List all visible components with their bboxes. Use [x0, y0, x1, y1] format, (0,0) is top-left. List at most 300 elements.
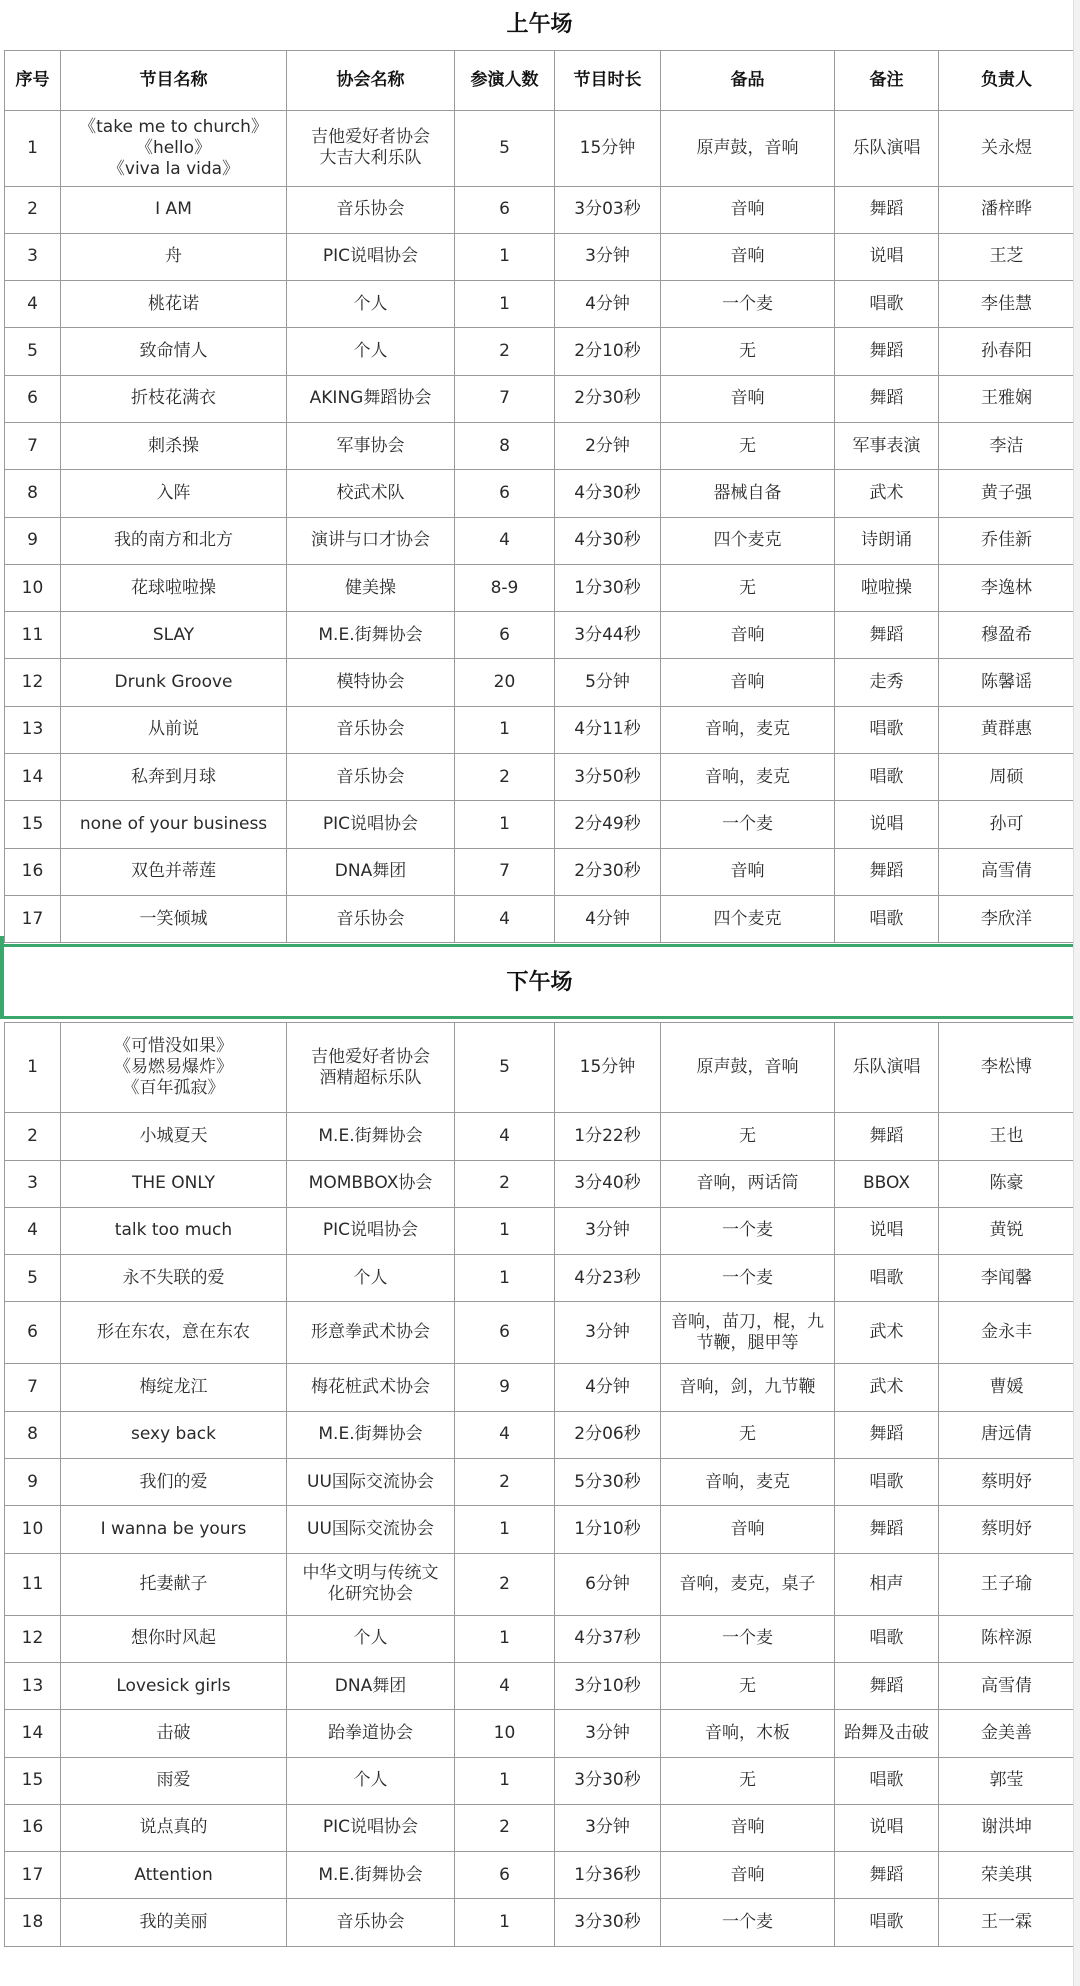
program-name-cell: THE ONLY	[61, 1160, 287, 1207]
program-name-cell: 从前说	[61, 706, 287, 753]
person-in-charge-cell: 李逸林	[939, 564, 1075, 611]
row-number-cell: 17	[5, 895, 61, 942]
duration-cell: 4分钟	[555, 895, 661, 942]
props-cell: 四个麦克	[661, 517, 835, 564]
table-row	[5, 1553, 1075, 1615]
association-name-cell: 音乐协会	[287, 1899, 455, 1946]
performer-count-cell: 1	[455, 1207, 555, 1254]
remark-cell: 唱歌	[835, 1757, 939, 1804]
association-name-cell: 中华文明与传统文 化研究协会	[287, 1553, 455, 1615]
table-row	[5, 233, 1075, 280]
program-table-body	[5, 0, 1075, 1946]
association-name-cell: PIC说唱协会	[287, 1207, 455, 1254]
duration-cell: 2分10秒	[555, 328, 661, 375]
table-row	[5, 422, 1075, 469]
remark-cell: 唱歌	[835, 1615, 939, 1662]
association-name-cell: 个人	[287, 1757, 455, 1804]
table-row	[5, 801, 1075, 848]
row-number-cell: 9	[5, 1459, 61, 1506]
row-number-cell: 12	[5, 659, 61, 706]
program-name-cell: Lovesick girls	[61, 1662, 287, 1709]
row-number-cell: 13	[5, 1662, 61, 1709]
remark-cell: 相声	[835, 1553, 939, 1615]
program-name-cell: 《可惜没如果》 《易燃易爆炸》 《百年孤寂》	[61, 1023, 287, 1113]
person-in-charge-cell: 黄群惠	[939, 706, 1075, 753]
row-number-cell: 18	[5, 1899, 61, 1946]
person-in-charge-cell: 荣美琪	[939, 1852, 1075, 1899]
column-header-row-number: 序号	[5, 50, 61, 110]
duration-cell: 4分11秒	[555, 706, 661, 753]
row-number-cell: 10	[5, 564, 61, 611]
person-in-charge-cell: 陈豪	[939, 1160, 1075, 1207]
program-sheet	[4, 0, 1074, 1947]
column-header-person-in-charge: 负责人	[939, 50, 1075, 110]
performer-count-cell: 1	[455, 1506, 555, 1553]
row-number-cell: 6	[5, 375, 61, 422]
duration-cell: 3分10秒	[555, 1662, 661, 1709]
duration-cell: 5分30秒	[555, 1459, 661, 1506]
column-header-remark: 备注	[835, 50, 939, 110]
duration-cell: 3分50秒	[555, 754, 661, 801]
props-cell: 无	[661, 1113, 835, 1160]
person-in-charge-cell: 唐远倩	[939, 1411, 1075, 1458]
association-name-cell: UU国际交流协会	[287, 1506, 455, 1553]
association-name-cell: UU国际交流协会	[287, 1459, 455, 1506]
performer-count-cell: 9	[455, 1364, 555, 1411]
association-name-cell: 音乐协会	[287, 895, 455, 942]
performer-count-cell: 6	[455, 1302, 555, 1364]
program-name-cell: I wanna be yours	[61, 1506, 287, 1553]
performer-count-cell: 6	[455, 1852, 555, 1899]
person-in-charge-cell: 乔佳新	[939, 517, 1075, 564]
row-number-cell: 10	[5, 1506, 61, 1553]
remark-cell: 说唱	[835, 1804, 939, 1851]
remark-cell: 舞蹈	[835, 375, 939, 422]
row-number-cell: 7	[5, 1364, 61, 1411]
performer-count-cell: 2	[455, 1459, 555, 1506]
remark-cell: 唱歌	[835, 754, 939, 801]
person-in-charge-cell: 谢洪坤	[939, 1804, 1075, 1851]
remark-cell: 舞蹈	[835, 612, 939, 659]
duration-cell: 3分钟	[555, 1710, 661, 1757]
props-cell: 音响	[661, 1852, 835, 1899]
row-number-cell: 9	[5, 517, 61, 564]
person-in-charge-cell: 黄锐	[939, 1207, 1075, 1254]
duration-cell: 4分钟	[555, 1364, 661, 1411]
row-number-cell: 13	[5, 706, 61, 753]
props-cell: 四个麦克	[661, 895, 835, 942]
row-number-cell: 7	[5, 422, 61, 469]
person-in-charge-cell: 王一霖	[939, 1899, 1075, 1946]
remark-cell: 啦啦操	[835, 564, 939, 611]
duration-cell: 1分22秒	[555, 1113, 661, 1160]
person-in-charge-cell: 陈梓源	[939, 1615, 1075, 1662]
table-row	[5, 328, 1075, 375]
association-name-cell: 军事协会	[287, 422, 455, 469]
person-in-charge-cell: 孙可	[939, 801, 1075, 848]
program-name-cell: SLAY	[61, 612, 287, 659]
props-cell: 音响	[661, 848, 835, 895]
program-name-cell: 托妻献子	[61, 1553, 287, 1615]
column-header-performer-count: 参演人数	[455, 50, 555, 110]
props-cell: 器械自备	[661, 470, 835, 517]
performer-count-cell: 6	[455, 612, 555, 659]
performer-count-cell: 1	[455, 801, 555, 848]
afternoon-title-row	[5, 943, 1075, 1023]
person-in-charge-cell: 穆盈希	[939, 612, 1075, 659]
table-row	[5, 1804, 1075, 1851]
duration-cell: 15分钟	[555, 1023, 661, 1113]
separator-left-marker	[0, 936, 4, 1016]
duration-cell: 3分40秒	[555, 1160, 661, 1207]
duration-cell: 2分30秒	[555, 375, 661, 422]
person-in-charge-cell: 高雪倩	[939, 1662, 1075, 1709]
props-cell: 一个麦	[661, 1207, 835, 1254]
duration-cell: 3分钟	[555, 233, 661, 280]
association-name-cell: 个人	[287, 1615, 455, 1662]
table-row	[5, 1615, 1075, 1662]
remark-cell: 说唱	[835, 1207, 939, 1254]
association-name-cell: PIC说唱协会	[287, 233, 455, 280]
props-cell: 音响，麦克	[661, 706, 835, 753]
performer-count-cell: 1	[455, 1899, 555, 1946]
association-name-cell: M.E.街舞协会	[287, 1852, 455, 1899]
row-number-cell: 5	[5, 1255, 61, 1302]
association-name-cell: MOMBBOX协会	[287, 1160, 455, 1207]
association-name-cell: 个人	[287, 328, 455, 375]
table-row	[5, 517, 1075, 564]
duration-cell: 3分30秒	[555, 1899, 661, 1946]
duration-cell: 2分钟	[555, 422, 661, 469]
person-in-charge-cell: 高雪倩	[939, 848, 1075, 895]
person-in-charge-cell: 王也	[939, 1113, 1075, 1160]
table-row	[5, 281, 1075, 328]
person-in-charge-cell: 郭莹	[939, 1757, 1075, 1804]
table-row	[5, 375, 1075, 422]
program-name-cell: Attention	[61, 1852, 287, 1899]
remark-cell: BBOX	[835, 1160, 939, 1207]
association-name-cell: M.E.街舞协会	[287, 612, 455, 659]
program-name-cell: 雨爱	[61, 1757, 287, 1804]
program-name-cell: 折枝花满衣	[61, 375, 287, 422]
duration-cell: 3分30秒	[555, 1757, 661, 1804]
row-number-cell: 16	[5, 1804, 61, 1851]
person-in-charge-cell: 金美善	[939, 1710, 1075, 1757]
table-row	[5, 470, 1075, 517]
duration-cell: 1分36秒	[555, 1852, 661, 1899]
afternoon-title: 下午场	[506, 970, 573, 996]
person-in-charge-cell: 黄子强	[939, 470, 1075, 517]
remark-cell: 军事表演	[835, 422, 939, 469]
duration-cell: 1分30秒	[555, 564, 661, 611]
remark-cell: 唱歌	[835, 706, 939, 753]
association-name-cell: M.E.街舞协会	[287, 1411, 455, 1458]
props-cell: 音响，木板	[661, 1710, 835, 1757]
duration-cell: 4分30秒	[555, 517, 661, 564]
props-cell: 音响	[661, 612, 835, 659]
remark-cell: 走秀	[835, 659, 939, 706]
program-name-cell: 说点真的	[61, 1804, 287, 1851]
performer-count-cell: 20	[455, 659, 555, 706]
remark-cell: 舞蹈	[835, 186, 939, 233]
person-in-charge-cell: 金永丰	[939, 1302, 1075, 1364]
person-in-charge-cell: 曹媛	[939, 1364, 1075, 1411]
duration-cell: 4分23秒	[555, 1255, 661, 1302]
props-cell: 音响	[661, 233, 835, 280]
table-row	[5, 612, 1075, 659]
remark-cell: 唱歌	[835, 895, 939, 942]
column-header-props: 备品	[661, 50, 835, 110]
props-cell: 音响	[661, 1804, 835, 1851]
duration-cell: 1分10秒	[555, 1506, 661, 1553]
table-row	[5, 1207, 1075, 1254]
remark-cell: 唱歌	[835, 281, 939, 328]
column-header-program-name: 节目名称	[61, 50, 287, 110]
props-cell: 一个麦	[661, 1899, 835, 1946]
association-name-cell: 模特协会	[287, 659, 455, 706]
remark-cell: 乐队演唱	[835, 1023, 939, 1113]
association-name-cell: 健美操	[287, 564, 455, 611]
program-name-cell: 想你时风起	[61, 1615, 287, 1662]
row-number-cell: 15	[5, 801, 61, 848]
remark-cell: 武术	[835, 470, 939, 517]
person-in-charge-cell: 王子瑜	[939, 1553, 1075, 1615]
performer-count-cell: 4	[455, 1411, 555, 1458]
performer-count-cell: 8	[455, 422, 555, 469]
row-number-cell: 2	[5, 1113, 61, 1160]
table-row	[5, 848, 1075, 895]
remark-cell: 舞蹈	[835, 1662, 939, 1709]
props-cell: 音响，两话筒	[661, 1160, 835, 1207]
program-name-cell: 致命情人	[61, 328, 287, 375]
props-cell: 音响	[661, 375, 835, 422]
row-number-cell: 11	[5, 612, 61, 659]
session-separator-bottom	[0, 1016, 1080, 1019]
program-name-cell: none of your business	[61, 801, 287, 848]
row-number-cell: 3	[5, 1160, 61, 1207]
props-cell: 无	[661, 564, 835, 611]
table-row	[5, 1302, 1075, 1364]
row-number-cell: 1	[5, 110, 61, 186]
props-cell: 音响	[661, 1506, 835, 1553]
person-in-charge-cell: 蔡明妤	[939, 1459, 1075, 1506]
props-cell: 原声鼓，音响	[661, 110, 835, 186]
props-cell: 音响	[661, 186, 835, 233]
performer-count-cell: 2	[455, 1553, 555, 1615]
table-row	[5, 186, 1075, 233]
association-name-cell: 音乐协会	[287, 186, 455, 233]
performer-count-cell: 4	[455, 895, 555, 942]
program-name-cell: 我们的爱	[61, 1459, 287, 1506]
props-cell: 无	[661, 328, 835, 375]
program-name-cell: 击破	[61, 1710, 287, 1757]
morning-title: 上午场	[506, 12, 573, 38]
association-name-cell: DNA舞团	[287, 848, 455, 895]
duration-cell: 4分钟	[555, 281, 661, 328]
association-name-cell: DNA舞团	[287, 1662, 455, 1709]
props-cell: 音响，剑，九节鞭	[661, 1364, 835, 1411]
duration-cell: 3分03秒	[555, 186, 661, 233]
performer-count-cell: 10	[455, 1710, 555, 1757]
person-in-charge-cell: 陈馨谣	[939, 659, 1075, 706]
program-name-cell: 舟	[61, 233, 287, 280]
duration-cell: 3分钟	[555, 1302, 661, 1364]
association-name-cell: 吉他爱好者协会 大吉大利乐队	[287, 110, 455, 186]
table-row	[5, 895, 1075, 942]
row-number-cell: 14	[5, 1710, 61, 1757]
performer-count-cell: 4	[455, 517, 555, 564]
row-number-cell: 1	[5, 1023, 61, 1113]
remark-cell: 跆舞及击破	[835, 1710, 939, 1757]
table-row	[5, 1662, 1075, 1709]
program-name-cell: talk too much	[61, 1207, 287, 1254]
row-number-cell: 17	[5, 1852, 61, 1899]
table-row	[5, 1255, 1075, 1302]
duration-cell: 3分44秒	[555, 612, 661, 659]
table-row	[5, 1710, 1075, 1757]
column-header-association-name: 协会名称	[287, 50, 455, 110]
props-cell: 一个麦	[661, 1615, 835, 1662]
row-number-cell: 15	[5, 1757, 61, 1804]
performer-count-cell: 1	[455, 1615, 555, 1662]
association-name-cell: 演讲与口才协会	[287, 517, 455, 564]
performer-count-cell: 2	[455, 328, 555, 375]
association-name-cell: PIC说唱协会	[287, 801, 455, 848]
table-row	[5, 706, 1075, 753]
association-name-cell: 音乐协会	[287, 754, 455, 801]
person-in-charge-cell: 蔡明妤	[939, 1506, 1075, 1553]
remark-cell: 说唱	[835, 801, 939, 848]
performer-count-cell: 5	[455, 1023, 555, 1113]
row-number-cell: 11	[5, 1553, 61, 1615]
performer-count-cell: 7	[455, 848, 555, 895]
remark-cell: 乐队演唱	[835, 110, 939, 186]
remark-cell: 武术	[835, 1302, 939, 1364]
program-name-cell: 桃花诺	[61, 281, 287, 328]
performer-count-cell: 1	[455, 1757, 555, 1804]
program-name-cell: 永不失联的爱	[61, 1255, 287, 1302]
performer-count-cell: 4	[455, 1662, 555, 1709]
row-number-cell: 8	[5, 470, 61, 517]
remark-cell: 舞蹈	[835, 848, 939, 895]
performer-count-cell: 2	[455, 754, 555, 801]
table-row	[5, 110, 1075, 186]
table-header-row	[5, 50, 1075, 110]
row-number-cell: 8	[5, 1411, 61, 1458]
remark-cell: 唱歌	[835, 1255, 939, 1302]
remark-cell: 说唱	[835, 233, 939, 280]
props-cell: 无	[661, 1411, 835, 1458]
program-name-cell: 私奔到月球	[61, 754, 287, 801]
props-cell: 音响，麦克，桌子	[661, 1553, 835, 1615]
row-number-cell: 12	[5, 1615, 61, 1662]
person-in-charge-cell: 潘梓晔	[939, 186, 1075, 233]
morning-title-row	[5, 0, 1075, 50]
performer-count-cell: 6	[455, 186, 555, 233]
person-in-charge-cell: 周硕	[939, 754, 1075, 801]
association-name-cell: 音乐协会	[287, 706, 455, 753]
program-name-cell: 梅绽龙江	[61, 1364, 287, 1411]
duration-cell: 3分钟	[555, 1804, 661, 1851]
program-name-cell: I AM	[61, 186, 287, 233]
table-row	[5, 1160, 1075, 1207]
person-in-charge-cell: 李洁	[939, 422, 1075, 469]
remark-cell: 舞蹈	[835, 1506, 939, 1553]
person-in-charge-cell: 关永煜	[939, 110, 1075, 186]
table-row	[5, 564, 1075, 611]
props-cell: 一个麦	[661, 281, 835, 328]
column-header-duration: 节目时长	[555, 50, 661, 110]
duration-cell: 2分06秒	[555, 1411, 661, 1458]
scrollbar-track[interactable]	[1073, 0, 1080, 1986]
program-name-cell: 刺杀操	[61, 422, 287, 469]
duration-cell: 6分钟	[555, 1553, 661, 1615]
duration-cell: 5分钟	[555, 659, 661, 706]
program-name-cell: 花球啦啦操	[61, 564, 287, 611]
table-row	[5, 1023, 1075, 1113]
session-separator	[0, 944, 1080, 947]
program-name-cell: 入阵	[61, 470, 287, 517]
association-name-cell: 校武术队	[287, 470, 455, 517]
person-in-charge-cell: 王雅娴	[939, 375, 1075, 422]
row-number-cell: 14	[5, 754, 61, 801]
person-in-charge-cell: 李佳慧	[939, 281, 1075, 328]
performer-count-cell: 1	[455, 281, 555, 328]
program-table	[4, 0, 1075, 1947]
program-name-cell: 我的南方和北方	[61, 517, 287, 564]
table-row	[5, 1113, 1075, 1160]
duration-cell: 15分钟	[555, 110, 661, 186]
performer-count-cell: 2	[455, 1804, 555, 1851]
association-name-cell: 梅花桩武术协会	[287, 1364, 455, 1411]
performer-count-cell: 1	[455, 706, 555, 753]
program-name-cell: 我的美丽	[61, 1899, 287, 1946]
program-name-cell: 形在东农，意在东农	[61, 1302, 287, 1364]
person-in-charge-cell: 李松博	[939, 1023, 1075, 1113]
performer-count-cell: 2	[455, 1160, 555, 1207]
performer-count-cell: 7	[455, 375, 555, 422]
association-name-cell: 吉他爱好者协会 酒精超标乐队	[287, 1023, 455, 1113]
row-number-cell: 4	[5, 281, 61, 328]
duration-cell: 4分30秒	[555, 470, 661, 517]
association-name-cell: AKING舞蹈协会	[287, 375, 455, 422]
program-name-cell: 小城夏天	[61, 1113, 287, 1160]
person-in-charge-cell: 李闻馨	[939, 1255, 1075, 1302]
performer-count-cell: 8-9	[455, 564, 555, 611]
remark-cell: 诗朗诵	[835, 517, 939, 564]
remark-cell: 舞蹈	[835, 328, 939, 375]
props-cell: 音响，苗刀，棍，九 节鞭，腿甲等	[661, 1302, 835, 1364]
row-number-cell: 6	[5, 1302, 61, 1364]
person-in-charge-cell: 李欣洋	[939, 895, 1075, 942]
props-cell: 原声鼓，音响	[661, 1023, 835, 1113]
association-name-cell: 个人	[287, 1255, 455, 1302]
props-cell: 一个麦	[661, 801, 835, 848]
program-name-cell: 《take me to church》 《hello》 《viva la vida》	[61, 110, 287, 186]
performer-count-cell: 1	[455, 233, 555, 280]
program-name-cell: Drunk Groove	[61, 659, 287, 706]
remark-cell: 舞蹈	[835, 1852, 939, 1899]
table-row	[5, 659, 1075, 706]
association-name-cell: 形意拳武术协会	[287, 1302, 455, 1364]
table-row	[5, 754, 1075, 801]
table-row	[5, 1757, 1075, 1804]
props-cell: 无	[661, 1757, 835, 1804]
duration-cell: 4分37秒	[555, 1615, 661, 1662]
row-number-cell: 5	[5, 328, 61, 375]
row-number-cell: 4	[5, 1207, 61, 1254]
remark-cell: 武术	[835, 1364, 939, 1411]
